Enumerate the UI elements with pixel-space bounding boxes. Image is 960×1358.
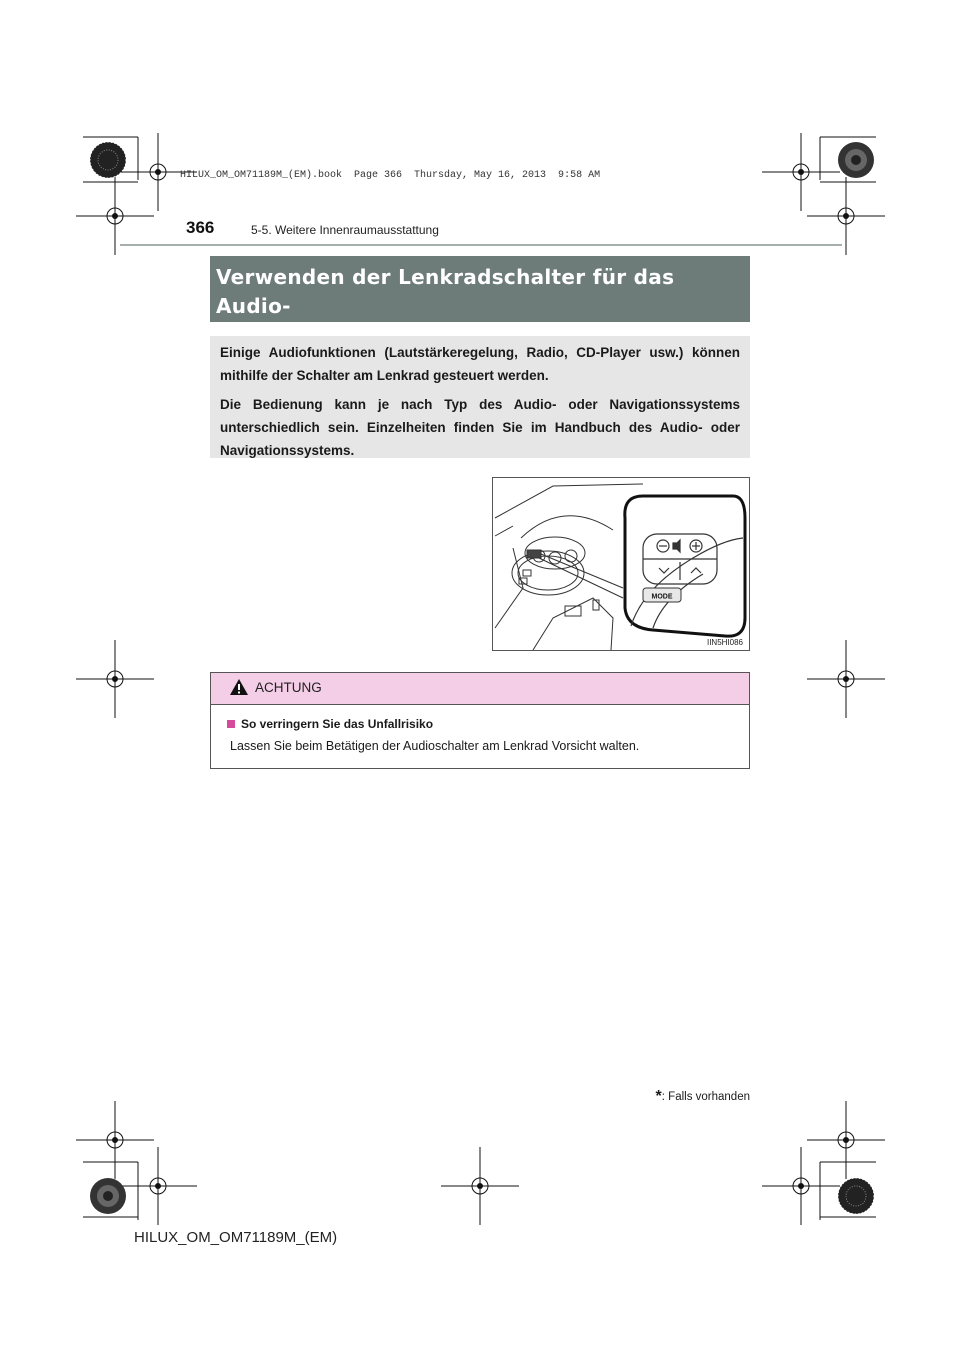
bullet-square-icon	[227, 720, 235, 728]
warning-item-title-text: So verringern Sie das Unfallrisiko	[241, 717, 434, 731]
header-rule	[120, 244, 842, 246]
footnote-star: *	[655, 1088, 662, 1105]
warning-triangle-icon	[229, 678, 249, 696]
book-stamp: HILUX_OM_OM71189M_(EM).book Page 366 Thursday, May 16, 2013 9:58 AM	[180, 170, 601, 181]
intro-paragraph-2: Die Bedienung kann je nach Typ des Audio- oder Navigationssystems unterschiedlich sein. Einzelheiten finden Sie im Handbuch des Audio- oder Navigationssystems.	[220, 397, 740, 458]
steering-wheel-illustration	[492, 477, 750, 651]
warning-item-title	[227, 717, 433, 731]
warning-header	[211, 673, 749, 705]
title-line-1: Verwenden der Lenkradschalter für das Audio-	[216, 265, 675, 318]
warning-item-text: Lassen Sie beim Betätigen der Audioschalter am Lenkrad Vorsicht walten.	[230, 739, 640, 753]
footnote-text: : Falls vorhanden	[661, 1091, 750, 1103]
page-number: 366	[186, 218, 215, 237]
intro-box	[210, 336, 750, 458]
figure-code: IIN5HI086	[706, 638, 743, 647]
mode-button-label: MODE	[651, 593, 673, 601]
warning-box	[210, 672, 750, 769]
intro-paragraph-1: Einige Audiofunktionen (Lautstärkeregelung, Radio, CD-Player usw.) können mithilfe der Schalter am Lenkrad gesteuert werden.	[220, 345, 740, 383]
footer-doc-id: HILUX_OM_OM71189M_(EM)	[134, 1229, 338, 1246]
steering-wheel-drawing	[493, 478, 749, 650]
footnote	[656, 1088, 750, 1106]
section-heading: 5-5. Weitere Innenraumausstattung	[251, 223, 439, 237]
warning-heading: ACHTUNG	[255, 680, 322, 695]
title-banner	[210, 256, 750, 322]
